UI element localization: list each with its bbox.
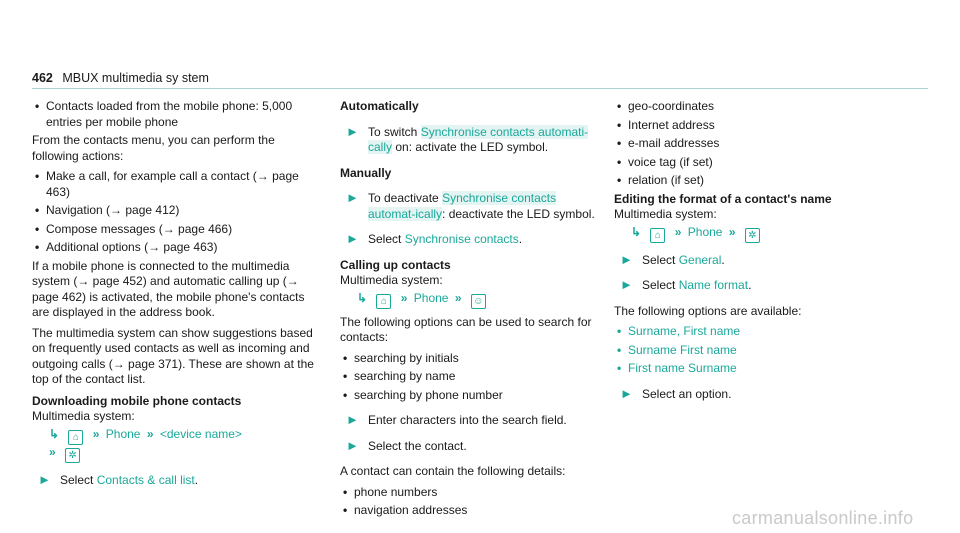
instruction-step: ► To switch Synchronise contacts automati-cally on: activate the LED symbol. xyxy=(346,123,589,154)
menu-path xyxy=(46,427,324,463)
page-number: 462 xyxy=(32,71,53,85)
column-3 xyxy=(614,99,914,412)
menu-link: General xyxy=(678,252,722,267)
menu-link: Name format xyxy=(678,278,749,292)
list-item: • Surname First name xyxy=(614,343,914,359)
double-chevron-icon: » xyxy=(146,426,154,441)
double-chevron-icon: » xyxy=(454,290,462,305)
action-arrow-icon: ► xyxy=(346,123,359,139)
list-item: • e-mail addresses xyxy=(614,136,914,152)
instruction-step: ► Enter characters into the search field. xyxy=(346,412,567,427)
menu-path-label: Multimedia system: xyxy=(32,409,135,423)
path-start-icon: ↳ xyxy=(631,224,642,239)
list-item: • Navigation (→ page 412) xyxy=(32,203,324,219)
list-item: • searching by name xyxy=(340,369,602,385)
list-item: • Internet address xyxy=(614,118,914,134)
home-icon: ⌂ xyxy=(650,228,665,243)
list-item: • First name Surname xyxy=(614,361,914,377)
home-icon: ⌂ xyxy=(376,294,391,309)
list-item: • navigation addresses xyxy=(340,503,602,519)
menu-link: Synchronise contacts automat-ically xyxy=(368,191,557,221)
path-start-icon: ↳ xyxy=(357,290,368,305)
list-item: • Make a call, for example call a contact (→ page 463) xyxy=(32,169,324,200)
instruction-step: ► Select the contact. xyxy=(346,437,467,453)
double-chevron-icon: » xyxy=(49,444,56,459)
action-arrow-icon: ► xyxy=(346,412,359,427)
instruction-step: ► Select an option. xyxy=(620,385,732,401)
paragraph: From the contacts menu, you can perform the following actions: xyxy=(32,133,275,163)
action-arrow-icon: ► xyxy=(38,471,51,487)
list-item: • phone numbers xyxy=(340,485,602,501)
action-arrow-icon: ► xyxy=(620,251,633,267)
path-start-icon: ↳ xyxy=(49,426,60,441)
section-heading: Calling up contacts xyxy=(340,257,451,272)
double-chevron-icon: » xyxy=(92,426,100,441)
header-rule xyxy=(32,88,928,89)
path-phone: Phone xyxy=(105,426,141,441)
contacts-icon: ☺ xyxy=(471,294,486,309)
menu-path xyxy=(628,225,914,243)
list-item: • relation (if set) xyxy=(614,173,914,189)
list-item: • Surname, First name xyxy=(614,324,914,340)
menu-path xyxy=(354,291,602,309)
section-heading: Editing the format of a contact's name xyxy=(614,191,832,206)
double-chevron-icon: » xyxy=(400,290,408,305)
paragraph: The multimedia system can show suggestions based on frequently used contacts as well as incoming and outgoing calls (→ page 371). These are shown at the top of the contact list. xyxy=(32,325,314,386)
menu-link: Contacts & call list xyxy=(96,472,195,487)
column-1 xyxy=(32,99,324,498)
menu-path-label: Multimedia system: xyxy=(614,207,717,221)
instruction-step: ► Select Name format. xyxy=(620,277,752,292)
action-arrow-icon: ► xyxy=(346,231,359,246)
section-heading: Downloading mobile phone contacts xyxy=(32,393,242,408)
list-item: • voice tag (if set) xyxy=(614,155,914,171)
section-heading: Manually xyxy=(340,165,392,180)
paragraph: A contact can contain the following details: xyxy=(340,464,566,478)
paragraph: The following options are available: xyxy=(614,303,802,318)
action-arrow-icon: ► xyxy=(620,385,633,401)
home-icon: ⌂ xyxy=(68,430,83,445)
instruction-step: ► To deactivate Synchronise contacts automat-ically: deactivate the LED symbol. xyxy=(346,190,595,221)
list-item: • Additional options (→ page 463) xyxy=(32,240,324,256)
list-item: • Contacts loaded from the mobile phone: 5,000 entries per mobile phone xyxy=(32,99,324,130)
list-item: • Compose messages (→ page 466) xyxy=(32,222,324,238)
instruction-step: ► Select General. xyxy=(620,251,725,267)
settings-icon: ✲ xyxy=(745,228,760,243)
instruction-step: ► Select Synchronise contacts. xyxy=(346,231,523,246)
list-item: • searching by initials xyxy=(340,351,602,367)
path-phone: Phone xyxy=(687,224,723,239)
double-chevron-icon: » xyxy=(674,224,682,239)
action-arrow-icon: ► xyxy=(620,277,633,292)
instruction-step: ► Select Contacts & call list. xyxy=(38,471,199,487)
paragraph: If a mobile phone is connected to the multimedia system (→ page 452) and automatic calling up (→ page 462) is activated, the mobile phone's contacts are displayed in the address book. xyxy=(32,258,305,319)
path-device: <device name> xyxy=(159,426,242,441)
menu-link: Synchronise contacts automati-cally xyxy=(368,124,589,154)
page-header xyxy=(32,71,209,85)
double-chevron-icon: » xyxy=(728,224,736,239)
menu-link: Synchronise contacts xyxy=(404,232,519,246)
page-header-title: MBUX multimedia sy stem xyxy=(62,71,209,85)
path-phone: Phone xyxy=(413,290,449,305)
action-arrow-icon: ► xyxy=(346,190,359,205)
paragraph: The following options can be used to search for contacts: xyxy=(340,314,592,344)
section-heading: Automatically xyxy=(340,99,419,113)
list-item: • geo-coordinates xyxy=(614,99,914,115)
watermark: carmanualsonline.info xyxy=(732,508,914,528)
column-2 xyxy=(340,99,602,522)
action-arrow-icon: ► xyxy=(346,437,359,453)
list-item: • searching by phone number xyxy=(340,388,602,404)
menu-path-label: Multimedia system: xyxy=(340,273,443,287)
settings-icon: ✲ xyxy=(65,448,80,463)
